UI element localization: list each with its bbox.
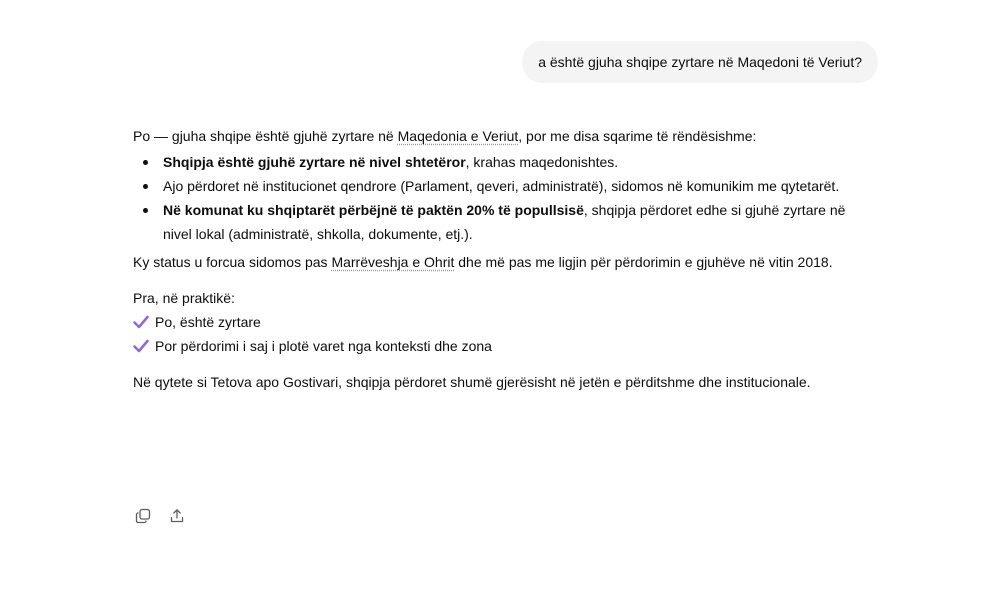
assistant-message: [133, 124, 868, 394]
status-text: Ky status u forcua sidomos pas: [133, 254, 332, 270]
check-item: [133, 334, 868, 358]
user-message-bubble: a është gjuha shqipe zyrtare në Maqedoni të Veriut?: [522, 41, 878, 83]
bullet-bold: Shqipja është gjuhë zyrtare në nivel shtetëror: [163, 154, 466, 170]
practice-heading: Pra, në praktikë:: [133, 290, 235, 306]
maqedonia-link[interactable]: Maqedonia e Veriut: [397, 128, 519, 144]
check-icon: [133, 338, 151, 354]
copy-button[interactable]: [134, 508, 152, 526]
list-item: [133, 150, 868, 174]
bullet-text: , shqipja përdoret edhe si gjuhë zyrtare në nivel lokal (administratë, shkolla, dokumente, etj.).: [163, 202, 846, 242]
bullet-list: [133, 150, 868, 246]
list-item: [133, 198, 868, 246]
intro-text: Po — gjuha shqipe është gjuhë zyrtare në: [133, 128, 398, 144]
check-icon: [133, 314, 151, 330]
bullet-bold: Në komunat ku shqiptarët përbëjnë të paktën 20% të popullsisë: [163, 202, 584, 218]
user-message-row: [0, 41, 878, 83]
check-item: [133, 310, 868, 334]
share-button[interactable]: [168, 508, 186, 526]
copy-icon: [135, 508, 151, 527]
intro-paragraph: [133, 124, 868, 148]
share-icon: [169, 508, 185, 527]
status-text-end: dhe më pas me ligjin për përdorimin e gjuhëve në vitin 2018.: [454, 254, 833, 270]
message-actions: [134, 508, 186, 526]
intro-text-end: , por me disa sqarime të rëndësishme:: [518, 128, 757, 144]
bullet-text: , krahas maqedonishtes.: [465, 154, 619, 170]
check-text: Por përdorimi i saj i plotë varet nga konteksti dhe zona: [155, 338, 492, 354]
ohrit-link[interactable]: Marrëveshja e Ohrit: [331, 254, 455, 270]
bullet-text: Ajo përdoret në institucionet qendrore (Parlament, qeveri, administratë), sidomos në komunikim me qytetarët.: [163, 178, 840, 194]
check-text: Po, është zyrtare: [155, 314, 261, 330]
list-item: [133, 174, 868, 198]
status-paragraph: [133, 250, 868, 274]
closing-paragraph: Në qytete si Tetova apo Gostivari, shqipja përdoret shumë gjerësisht në jetën e përditshme dhe institucionale.: [133, 374, 811, 390]
